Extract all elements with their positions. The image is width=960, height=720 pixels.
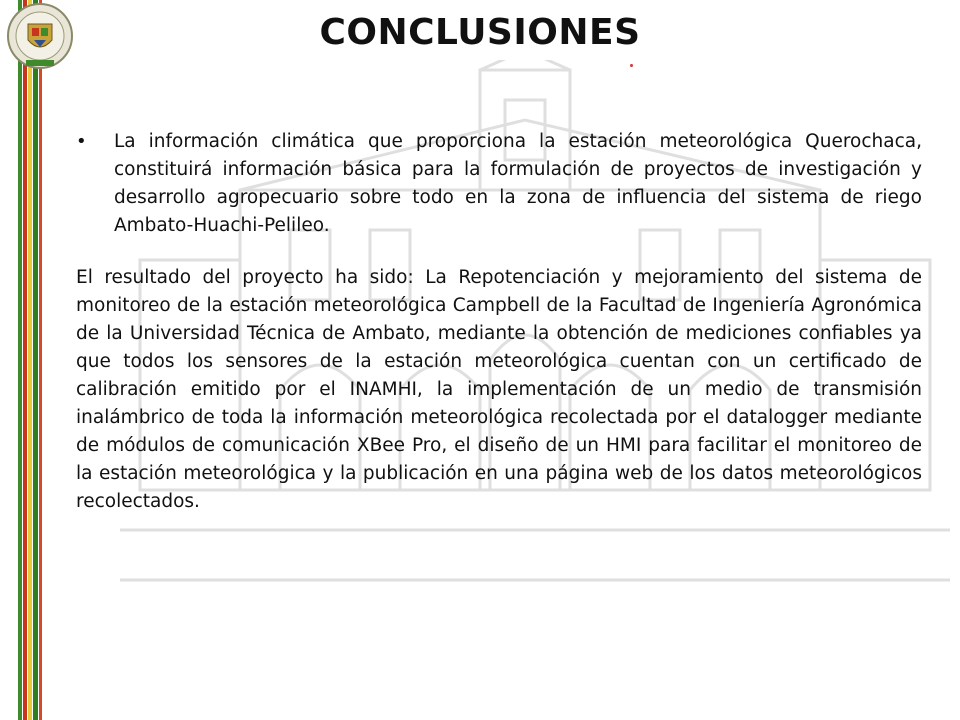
bullet-item <box>76 128 922 240</box>
title-accent-dot <box>630 64 633 67</box>
stripe-red-left <box>23 0 27 720</box>
conclusion-paragraph: El resultado del proyecto ha sido: La Repotenciación y mejoramiento del sistema de monitoreo de la estación meteorológica Campbell de la Facultad de Ingeniería Agronómica de la Universidad Técnica de Ambato, mediante la obtención de mediciones confiables ya que todos los sensores de la estación meteorológica cuentan con un certificado de calibración emitido por el INAMHI, la implementación de un medio de transmisión inalámbrico de toda la información meteorológica recolectada por el datalogger mediante de módulos de comunicación XBee Pro, el diseño de un HMI para facilitar el monitoreo de la estación meteorológica y la publicación en una página web de los datos meteorológicos recolectados. <box>76 267 922 512</box>
bullet-dot-icon: • <box>76 131 87 152</box>
bullet-text: La información climática que proporciona la estación meteorológica Querochaca, constituirá información básica para la formulación de proyectos de investigación y desarrollo agropecuario sobre todo en la zona de influencia del sistema de riego Ambato-Huachi-Pelileo. <box>114 131 922 236</box>
stripe-yellow <box>28 0 32 720</box>
stripe-green-right <box>33 0 38 720</box>
stripe-green-left <box>18 0 22 720</box>
page-title: CONCLUSIONES <box>319 12 641 53</box>
slide-content <box>76 128 922 535</box>
stripe-red-right <box>39 0 42 720</box>
